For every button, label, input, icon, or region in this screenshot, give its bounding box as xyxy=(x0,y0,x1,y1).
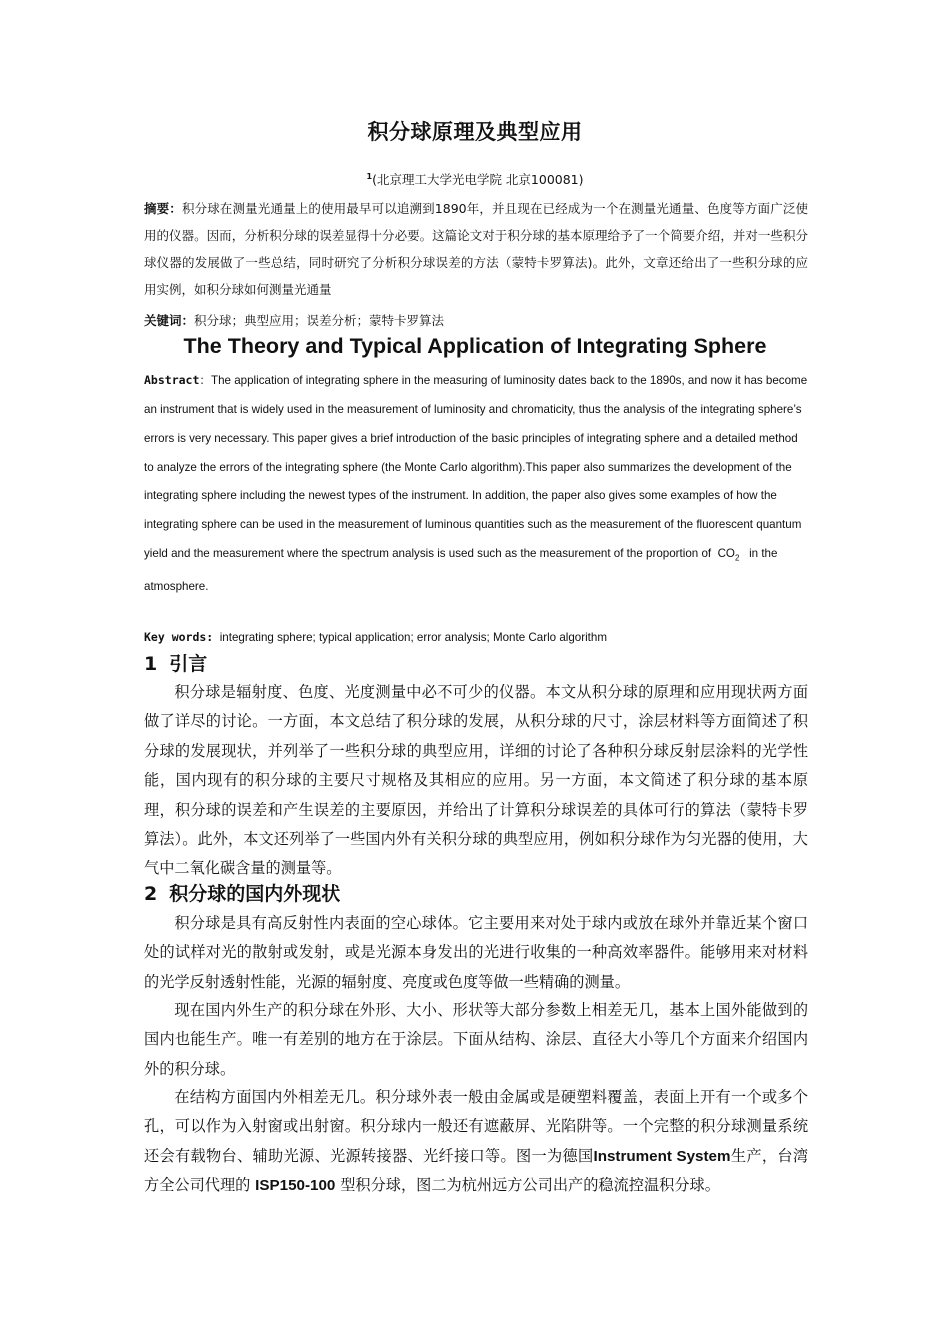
co2-subscript: 2 xyxy=(734,553,740,563)
section-2-heading xyxy=(144,881,340,907)
section-1-title: 引言 xyxy=(169,653,208,675)
section-1-number: 1 xyxy=(144,653,158,675)
affiliation-text: (北京理工大学光电学院 北京100081) xyxy=(372,172,584,187)
isp-model-name: ISP150-100 xyxy=(255,1177,336,1195)
co2-base: CO xyxy=(717,547,735,561)
english-keywords-text: integrating sphere; typical application; error analysis; Monte Carlo algorithm xyxy=(219,631,607,644)
english-abstract-separator: ： xyxy=(199,374,211,387)
chinese-abstract xyxy=(144,195,808,303)
english-keywords xyxy=(144,627,808,648)
chinese-keywords-label: 关键词： xyxy=(144,313,195,328)
section-2-paragraph-2: 现在国内外生产的积分球在外形、大小、形状等大部分参数上相差无几，基本上国外能做到的国内也能生产。唯一有差别的地方在于涂层。下面从结构、涂层、直径大小等几个方面来介绍国内外的积分球。 xyxy=(144,1001,808,1078)
english-abstract-text: The application of integrating sphere in the measuring of luminosity dates back to the 1890s, and now it has become an instrument that is widely used in the measurement of luminosity and chromaticity, thus the analysis of the integrating sphere’s errors is very necessary. This paper gives a brief introduction of the basic principles of integrating sphere and a detailed method to analyze the errors of the integrating sphere (the Monte Carlo algorithm).This paper also summarizes the development of the integrating sphere including the newest types of the instrument. In addition, the paper also gives some examples of how the integrating sphere can be used in the measurement of luminous quantities such as the measurement of the fluorescent quantum yield and the measurement where the spectrum analysis is used such as the measurement of the proportion of xyxy=(144,374,808,561)
english-abstract xyxy=(144,366,808,602)
chinese-abstract-label: 摘要： xyxy=(144,201,182,216)
paragraph-3-text-e: 型积分球，图二为杭州远方公司出产的稳流控温积分球。 xyxy=(340,1176,720,1195)
section-2-paragraph-3 xyxy=(144,1083,808,1201)
chinese-title: 积分球原理及典型应用 xyxy=(367,120,583,144)
english-keywords-label: Key words: xyxy=(144,630,214,644)
instrument-system-name: Instrument System xyxy=(593,1147,731,1165)
chinese-abstract-text: 积分球在测量光通量上的使用最早可以追溯到1890年，并且现在已经成为一个在测量光通量、色度等方面广泛使用的仪器。因而，分析积分球的误差显得十分必要。这篇论文对于积分球的基本原理给予了一个简要介绍，并对一些积分球仪器的发展做了一些总结，同时研究了分析积分球误差的方法（蒙特卡罗算法)。此外，文章还给出了一些积分球的应用实例，如积分球如何测量光通量 xyxy=(144,201,808,297)
section-2-paragraph-1: 积分球是具有高反射性内表面的空心球体。它主要用来对处于球内或放在球外并靠近某个窗口处的试样对光的散射或发射，或是光源本身发出的光进行收集的一种高效率器件。能够用来对材料的光学反射透射性能，光源的辐射度、亮度或色度等做一些精确的测量。 xyxy=(144,914,808,991)
chinese-keywords-text: 积分球；典型应用；误差分析；蒙特卡罗算法 xyxy=(194,313,445,328)
paragraph-3-text-c: 生产，台湾方全公司代理的 xyxy=(144,1146,809,1195)
english-abstract-text-end: in the atmosphere. xyxy=(144,547,778,594)
section-2-title: 积分球的国内外现状 xyxy=(169,883,341,905)
section-1-paragraph: 积分球是辐射度、色度、光度测量中必不可少的仪器。本文从积分球的原理和应用现状两方面做了详尽的讨论。一方面，本文总结了积分球的发展，从积分球的尺寸，涂层材料等方面简述了积分球的发展现状，并列举了一些积分球的典型应用，详细的讨论了各种积分球反射层涂料的光学性能，国内现有的积分球的主要尺寸规格及其相应的应用。另一方面，本文简述了积分球的基本原理，积分球的误差和产生误差的主要原因，并给出了计算积分球误差的具体可行的算法（蒙特卡罗算法）。此外，本文还列举了一些国内外有关积分球的典型应用，例如积分球作为匀光器的使用，大气中二氧化碳含量的测量等。 xyxy=(144,683,808,878)
english-title: The Theory and Typical Application of Integrating Sphere xyxy=(183,334,767,358)
co2-formula xyxy=(717,547,740,563)
section-2-number: 2 xyxy=(144,883,158,905)
author-affiliation xyxy=(0,170,950,188)
section-1-heading xyxy=(144,651,207,677)
chinese-keywords xyxy=(144,311,808,331)
paragraph-3-text-a: 在结构方面国内外相差无几。积分球外表一般由金属或是硬塑料覆盖，表面上开有一个或多个孔，可以作为入射窗或出射窗。积分球内一般还有遮蔽屏、光陷阱等。一个完整的积分球测量系统还会有载物台、辅助光源、光源转接器、光纤接口等。图一为德国 xyxy=(144,1088,808,1165)
english-abstract-label: Abstract xyxy=(144,373,200,387)
affiliation-superscript: 1 xyxy=(366,171,373,181)
